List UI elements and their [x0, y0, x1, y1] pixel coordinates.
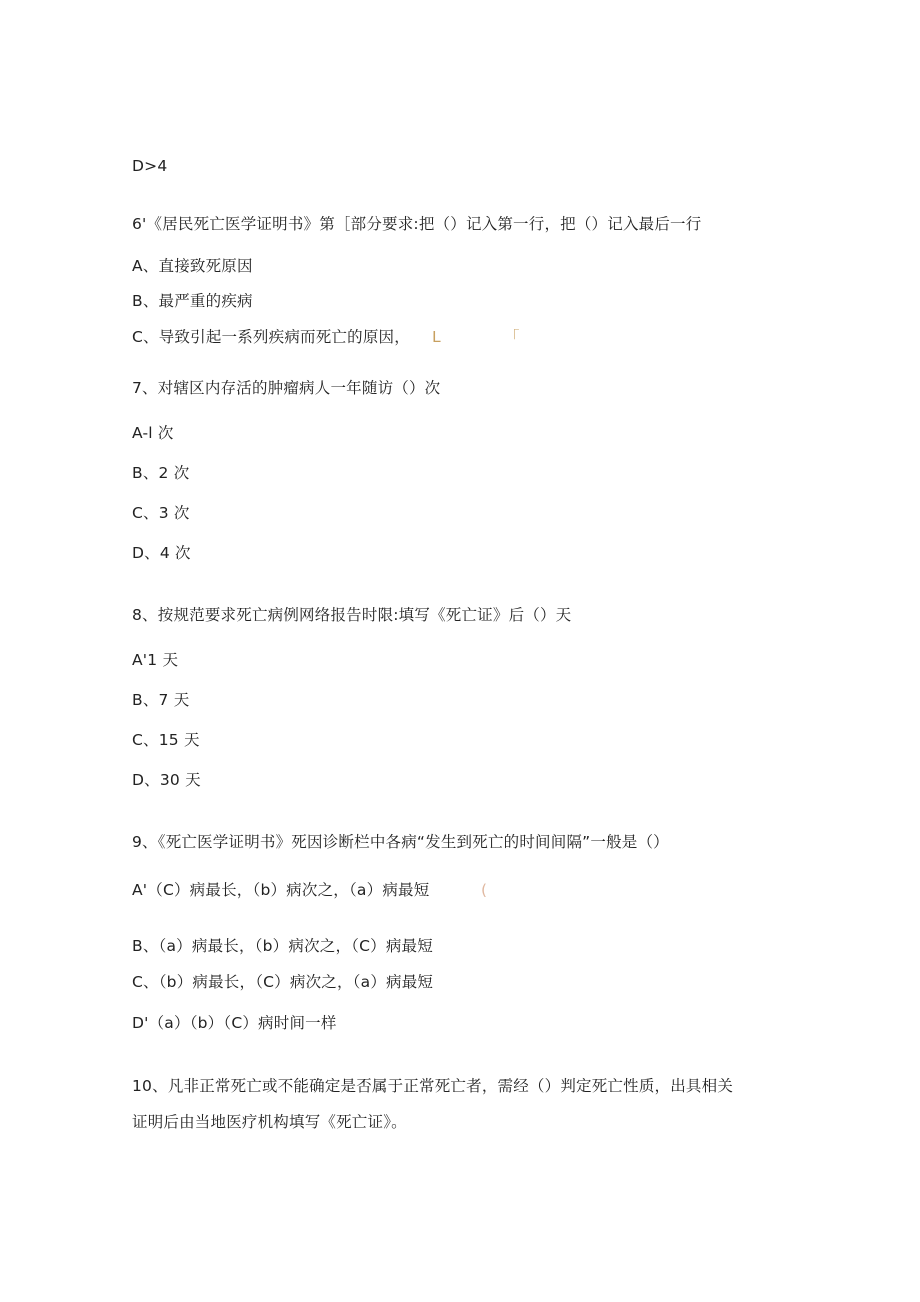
- option-b-q6: [132, 291, 253, 311]
- option-d-q7: [132, 543, 191, 563]
- option-text: C、（b）病最长，（C）病次之，（a）病最短: [132, 973, 434, 991]
- option-a-q9: [132, 880, 488, 900]
- stray-mark: (: [481, 881, 488, 899]
- option-d-q9: [132, 1013, 337, 1033]
- question-text: 9、《死亡医学证明书》死因诊断栏中各病“发生到死亡的时间间隔”一般是（）: [132, 833, 669, 851]
- question-10-continued: [132, 1112, 407, 1132]
- question-10: [132, 1076, 733, 1096]
- option-text: A'1 天: [132, 651, 179, 669]
- option-d-q5: [132, 156, 167, 176]
- option-text: C、3 次: [132, 504, 190, 522]
- option-text: A'（C）病最长，（b）病次之，（a）病最短: [132, 881, 430, 899]
- stray-mark: 「: [504, 328, 520, 346]
- stray-mark: L: [432, 328, 441, 346]
- option-c-q7: [132, 503, 190, 523]
- option-a-q8: [132, 650, 178, 670]
- question-9: [132, 832, 669, 852]
- option-c-q8: [132, 730, 200, 750]
- option-c-q6: [132, 327, 520, 347]
- question-6: [132, 214, 701, 234]
- option-text: B、2 次: [132, 464, 190, 482]
- question-7: [132, 378, 440, 398]
- question-text: 8、按规范要求死亡病例网络报告时限:填写《死亡证》后（）天: [132, 606, 572, 624]
- option-text: D、4 次: [132, 544, 191, 562]
- option-text: A、直接致死原因: [132, 257, 253, 275]
- option-text: C、导致引起一系列疾病而死亡的原因，: [132, 328, 410, 346]
- question-8: [132, 605, 571, 625]
- option-text: D'（a）（b）（C）病时间一样: [132, 1014, 337, 1032]
- question-text: 10、凡非正常死亡或不能确定是否属于正常死亡者，需经（）判定死亡性质，出具相关: [132, 1077, 734, 1095]
- option-text: D>4: [132, 157, 168, 175]
- option-d-q8: [132, 770, 201, 790]
- option-text: B、（a）病最长，（b）病次之，（C）病最短: [132, 937, 433, 955]
- option-b-q7: [132, 463, 189, 483]
- option-text: D、30 天: [132, 771, 201, 789]
- question-text: 7、对辖区内存活的肿瘤病人一年随访（）次: [132, 379, 441, 397]
- option-c-q9: [132, 972, 433, 992]
- option-text: B、7 天: [132, 691, 190, 709]
- question-text: 证明后由当地医疗机构填写《死亡证》。: [132, 1113, 407, 1131]
- option-a-q6: [132, 256, 253, 276]
- option-b-q9: [132, 936, 433, 956]
- question-text: 6'《居民死亡医学证明书》第［部分要求:把（）记入第一行，把（）记入最后一行: [132, 215, 702, 233]
- option-text: A-l 次: [132, 424, 174, 442]
- option-b-q8: [132, 690, 189, 710]
- option-a-q7: [132, 423, 174, 443]
- option-text: B、最严重的疾病: [132, 292, 253, 310]
- option-text: C、15 天: [132, 731, 200, 749]
